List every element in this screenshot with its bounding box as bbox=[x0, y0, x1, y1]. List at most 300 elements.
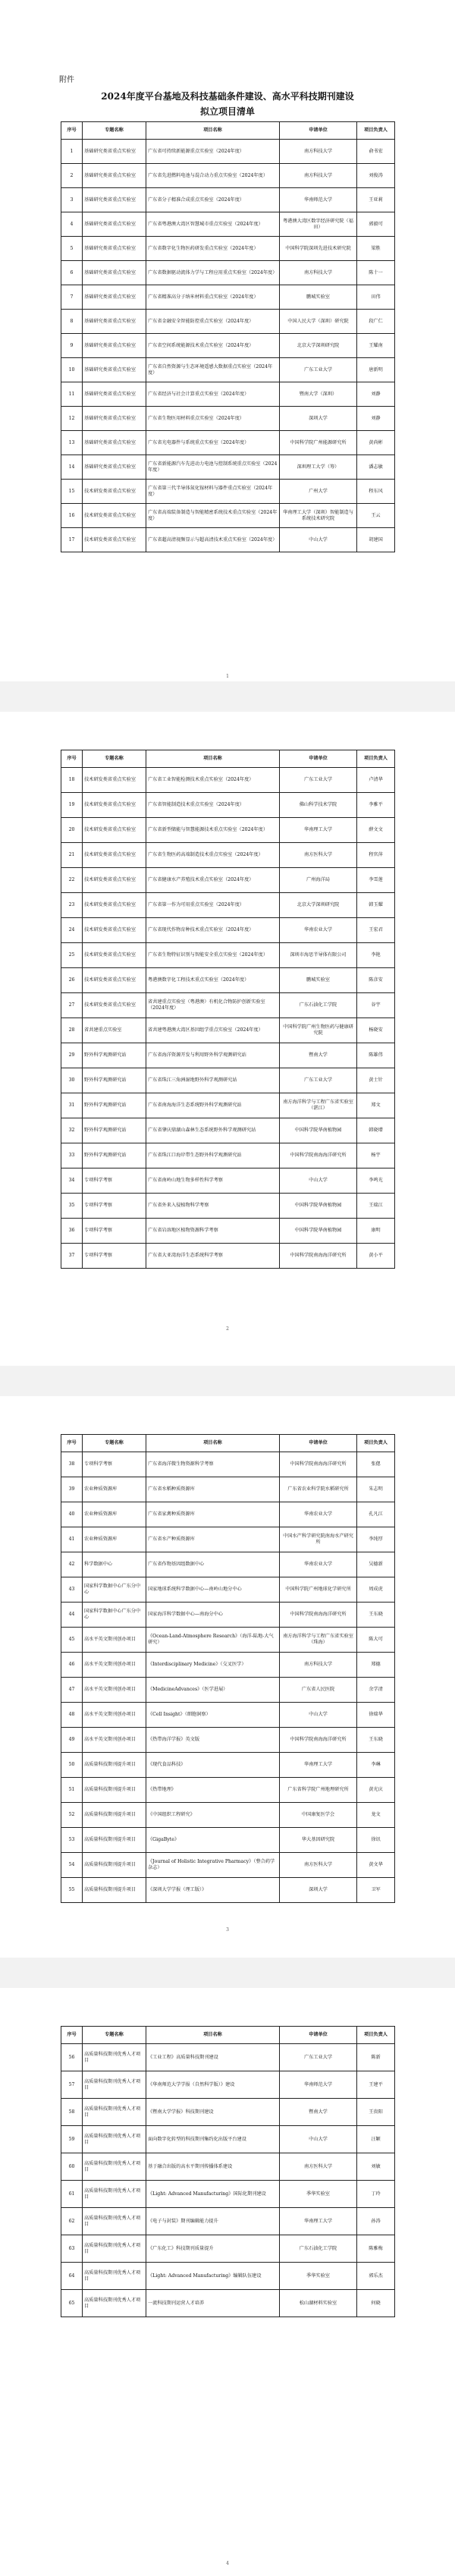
table-row bbox=[61, 1018, 395, 1043]
cell-no: 34 bbox=[61, 1168, 83, 1194]
cell-category: 技术研发类省重点实验室 bbox=[83, 868, 146, 893]
cell-project: 广东省分子精准合成重点实验室（2024年度） bbox=[146, 188, 280, 212]
cell-unit: 鹏城实验室 bbox=[280, 285, 357, 310]
cell-no: 58 bbox=[61, 2099, 83, 2126]
page-gap bbox=[0, 1366, 455, 1396]
cell-unit: 中国科学院华南植物园 bbox=[280, 1118, 357, 1143]
cell-category: 高质量科技期刊提升项目 bbox=[83, 1853, 146, 1878]
cell-no: 20 bbox=[61, 818, 83, 843]
cell-no: 50 bbox=[61, 1753, 83, 1778]
cell-leader: 张偲 bbox=[357, 1452, 395, 1477]
cell-no: 48 bbox=[61, 1703, 83, 1728]
cell-category: 技术研发类省重点实验室 bbox=[83, 993, 146, 1018]
cell-unit: 广东石油化工学院 bbox=[280, 2235, 357, 2263]
cell-leader: 王东晓 bbox=[357, 1603, 395, 1628]
cell-leader: 黄小平 bbox=[357, 1244, 395, 1269]
cell-category: 高水平英文期刊创办项目 bbox=[83, 1628, 146, 1653]
cell-project: 国家海洋科学数据中心—南海分中心 bbox=[146, 1603, 280, 1628]
cell-category: 科学数据中心 bbox=[83, 1552, 146, 1577]
cell-no: 10 bbox=[61, 358, 83, 382]
table-row bbox=[61, 1143, 395, 1168]
cell-category: 技术研发类省重点实验室 bbox=[83, 943, 146, 968]
cell-project: 广东省第三代半导体氮化镓材料与器件重点实验室（2024年度） bbox=[146, 480, 280, 504]
cell-project: 广东省数据驱动流体力学与工程应用重点实验室（2024年度） bbox=[146, 261, 280, 285]
cell-project: 基于融合出版的高水平期刊传播体系建设 bbox=[146, 2153, 280, 2181]
cell-category: 高水平英文期刊创办项目 bbox=[83, 1678, 146, 1703]
cell-unit: 中国人民大学（深圳）研究院 bbox=[280, 310, 357, 334]
page-3 bbox=[0, 1396, 455, 1958]
cell-project: 广东省精准高分子纳米材料重点实验室（2024年度） bbox=[146, 285, 280, 310]
cell-no: 41 bbox=[61, 1527, 83, 1552]
cell-unit: 中国康复医学会 bbox=[280, 1803, 357, 1828]
cell-unit: 暨南大学（深圳） bbox=[280, 382, 357, 407]
table-row bbox=[61, 504, 395, 528]
cell-category: 国家科学数据中心广东分中心 bbox=[83, 1603, 146, 1628]
cell-category: 野外科学观测研究站 bbox=[83, 1143, 146, 1168]
cell-unit: 南方医科大学 bbox=[280, 843, 357, 868]
cell-category: 国家科学数据中心广东分中心 bbox=[83, 1577, 146, 1603]
cell-no: 2 bbox=[61, 164, 83, 188]
table-row bbox=[61, 868, 395, 893]
page-number: 1 bbox=[226, 674, 229, 679]
cell-no: 16 bbox=[61, 504, 83, 528]
table-row bbox=[61, 334, 395, 358]
table-row bbox=[61, 1778, 395, 1803]
table-row bbox=[61, 2208, 395, 2235]
cell-project: 广东省健康水产养殖技术重点实验室（2024年度） bbox=[146, 868, 280, 893]
cell-no: 36 bbox=[61, 1219, 83, 1244]
cell-no: 52 bbox=[61, 1803, 83, 1828]
page-2 bbox=[0, 712, 455, 1366]
cell-project: 广东省工业智能检测技术重点实验室（2024年度） bbox=[146, 768, 280, 793]
page-number: 2 bbox=[226, 1326, 229, 1332]
cell-category: 高质量科技期刊优秀人才项目 bbox=[83, 2181, 146, 2208]
cell-category: 基础研究类省重点实验室 bbox=[83, 261, 146, 285]
cell-unit: 粤港澳大湾区数字经济研究院（福田） bbox=[280, 212, 357, 237]
cell-category: 高水平英文期刊创办项目 bbox=[83, 1703, 146, 1728]
cell-unit: 中国科学院南海海洋研究所 bbox=[280, 1603, 357, 1628]
cell-unit: 中国科学院华南植物园 bbox=[280, 1219, 357, 1244]
table-row bbox=[61, 1803, 395, 1828]
page-number: 3 bbox=[226, 1927, 229, 1933]
cell-unit: 中国科学院广州能源研究所 bbox=[280, 431, 357, 455]
cell-unit: 中国科学院广州地球化学研究所 bbox=[280, 1577, 357, 1603]
cell-category: 基础研究类省重点实验室 bbox=[83, 285, 146, 310]
cell-project: 广东省自然资源与生态环境遥感大数据重点实验室（2024年度） bbox=[146, 358, 280, 382]
cell-unit: 鹏城实验室 bbox=[280, 968, 357, 993]
cell-project: 《热带地理》 bbox=[146, 1778, 280, 1803]
table-row bbox=[61, 818, 395, 843]
cell-project: 广东省智能制造技术重点实验室（2024年度） bbox=[146, 793, 280, 818]
table-row bbox=[61, 2153, 395, 2181]
cell-category: 高质量科技期刊优秀人才项目 bbox=[83, 2126, 146, 2153]
table-row bbox=[61, 1603, 395, 1628]
cell-leader: 韩晓增 bbox=[357, 1118, 395, 1143]
cell-leader: 胡建国 bbox=[357, 528, 395, 552]
table-row bbox=[61, 1219, 395, 1244]
cell-leader: 余学清 bbox=[357, 1678, 395, 1703]
cell-no: 44 bbox=[61, 1603, 83, 1628]
cell-project: 《Light: Advanced Manufacturing》国际化期刊建设 bbox=[146, 2181, 280, 2208]
cell-leader: 杨晓安 bbox=[357, 1018, 395, 1043]
cell-category: 高质量科技期刊优秀人才项目 bbox=[83, 2235, 146, 2263]
cell-no: 4 bbox=[61, 212, 83, 237]
header-category: 专题名称 bbox=[83, 122, 146, 140]
table-row bbox=[61, 1552, 395, 1577]
cell-project: 广东省南海海洋生态系统野外科学观测研究站 bbox=[146, 1093, 280, 1118]
cell-category: 基础研究类省重点实验室 bbox=[83, 334, 146, 358]
cell-leader: 陈新 bbox=[357, 2044, 395, 2071]
cell-no: 7 bbox=[61, 285, 83, 310]
table-row bbox=[61, 1678, 395, 1703]
cell-no: 24 bbox=[61, 918, 83, 943]
cell-unit: 中国科学院南海海洋研究所 bbox=[280, 1728, 357, 1753]
cell-no: 3 bbox=[61, 188, 83, 212]
cell-unit: 华南理工大学（深圳）智能制造与系统技术研究院 bbox=[280, 504, 357, 528]
cell-category: 基础研究类省重点实验室 bbox=[83, 140, 146, 164]
table-row bbox=[61, 358, 395, 382]
cell-no: 65 bbox=[61, 2290, 83, 2317]
cell-unit: 暨南大学 bbox=[280, 2099, 357, 2126]
cell-unit: 南方科技大学 bbox=[280, 164, 357, 188]
table-row bbox=[61, 455, 395, 480]
table-header bbox=[61, 1435, 395, 1452]
table-row bbox=[61, 188, 395, 212]
cell-category: 高质量科技期刊优秀人才项目 bbox=[83, 2290, 146, 2317]
cell-no: 14 bbox=[61, 455, 83, 480]
cell-category: 农业种质资源库 bbox=[83, 1502, 146, 1527]
table-row bbox=[61, 2126, 395, 2153]
cell-project: 《Journal of Holistic Integrative Pharmacy》（整合药学杂志） bbox=[146, 1853, 280, 1878]
cell-project: 广东省金融安全智能防控重点实验室（2024年度） bbox=[146, 310, 280, 334]
header-leader: 项目负责人 bbox=[357, 2027, 395, 2044]
cell-no: 43 bbox=[61, 1577, 83, 1603]
cell-leader: 梁胜 bbox=[357, 237, 395, 261]
cell-project: 《GigaByte》 bbox=[146, 1828, 280, 1853]
table-row bbox=[61, 793, 395, 818]
cell-leader: 孔凡江 bbox=[357, 1502, 395, 1527]
cell-no: 59 bbox=[61, 2126, 83, 2153]
cell-leader: 刘静 bbox=[357, 382, 395, 407]
table-row bbox=[61, 893, 395, 918]
cell-leader: 郭乐杰 bbox=[357, 2263, 395, 2290]
cell-no: 56 bbox=[61, 2044, 83, 2071]
cell-leader: 黄士针 bbox=[357, 1068, 395, 1093]
table-row bbox=[61, 2263, 395, 2290]
cell-project: 《现代食品科技》 bbox=[146, 1753, 280, 1778]
cell-project: 广东省先进燃料电池与混合动力重点实验室（2024年度） bbox=[146, 164, 280, 188]
cell-leader: 程官萍 bbox=[357, 843, 395, 868]
cell-project: 省共建重点实验室（粤港澳）有机化合物防护创新实验室（2024年度） bbox=[146, 993, 280, 1018]
cell-project: 广东省生物医用材料重点实验室（2024年度） bbox=[146, 407, 280, 431]
cell-project: 省共建粤港澳大湾区基因组学重点实验室（2024年度） bbox=[146, 1018, 280, 1043]
cell-no: 45 bbox=[61, 1628, 83, 1653]
cell-category: 技术研发类省重点实验室 bbox=[83, 843, 146, 868]
cell-leader: 王亚莉 bbox=[357, 188, 395, 212]
cell-leader: 刘敏 bbox=[357, 2153, 395, 2181]
cell-project: 一流科技期刊运营人才培养 bbox=[146, 2290, 280, 2317]
cell-unit: 中国科学院南海海洋研究所 bbox=[280, 1143, 357, 1168]
cell-category: 省共建重点实验室 bbox=[83, 1018, 146, 1043]
cell-leader: 杨宇 bbox=[357, 1143, 395, 1168]
header-no: 序号 bbox=[61, 2027, 83, 2044]
cell-leader: 丁玲 bbox=[357, 2181, 395, 2208]
table-row bbox=[61, 1753, 395, 1778]
cell-unit: 中山大学 bbox=[280, 2126, 357, 2153]
cell-no: 22 bbox=[61, 868, 83, 893]
cell-project: 《电子与封装》期刊编辑能力提升 bbox=[146, 2208, 280, 2235]
cell-project: 广东省第一作为可用重点实验室（2024年度） bbox=[146, 893, 280, 918]
cell-project: 广东省南岭山地生物多样性科学考察 bbox=[146, 1168, 280, 1194]
cell-category: 专项科学考察 bbox=[83, 1452, 146, 1477]
cell-unit: 广东省农业科学院水稻研究所 bbox=[280, 1477, 357, 1502]
cell-category: 技术研发类省重点实验室 bbox=[83, 818, 146, 843]
cell-unit: 华南理工大学 bbox=[280, 818, 357, 843]
cell-leader: 俞书宏 bbox=[357, 140, 395, 164]
table-row bbox=[61, 407, 395, 431]
table-row bbox=[61, 843, 395, 868]
cell-category: 高质量科技期刊优秀人才项目 bbox=[83, 2208, 146, 2235]
cell-leader: 孙涛 bbox=[357, 2208, 395, 2235]
cell-unit: 华大基因研究院 bbox=[280, 1828, 357, 1853]
cell-category: 技术研发类省重点实验室 bbox=[83, 918, 146, 943]
cell-unit: 中国科学院南海海洋研究所 bbox=[280, 1244, 357, 1269]
cell-leader: 李纯厚 bbox=[357, 1527, 395, 1552]
project-table-page-3 bbox=[61, 1434, 395, 1903]
cell-project: 广东省新型储能与智慧能源技术重点实验室（2024年度） bbox=[146, 818, 280, 843]
cell-leader: 龙文 bbox=[357, 1803, 395, 1828]
cell-no: 61 bbox=[61, 2181, 83, 2208]
table-header bbox=[61, 2027, 395, 2044]
cell-project: 广东省海洋微生物资源科学考察 bbox=[146, 1452, 280, 1477]
cell-project: 广东省海洋资源开发与利用野外科学观测研究站 bbox=[146, 1043, 280, 1068]
cell-unit: 广东省科学院广州地理研究所 bbox=[280, 1778, 357, 1803]
cell-no: 64 bbox=[61, 2263, 83, 2290]
cell-project: 广东省外来入侵植物科学考察 bbox=[146, 1194, 280, 1219]
cell-leader: 吴德新 bbox=[357, 1552, 395, 1577]
header-project: 项目名称 bbox=[146, 1435, 280, 1452]
cell-no: 13 bbox=[61, 431, 83, 455]
cell-leader: 徐瑞华 bbox=[357, 1703, 395, 1728]
table-row bbox=[61, 1043, 395, 1068]
table-row bbox=[61, 237, 395, 261]
cell-leader: 陈大可 bbox=[357, 1628, 395, 1653]
cell-leader: 陈十一 bbox=[357, 261, 395, 285]
table-row bbox=[61, 140, 395, 164]
header-leader: 项目负责人 bbox=[357, 750, 395, 768]
cell-unit: 广州大学 bbox=[280, 480, 357, 504]
table-row bbox=[61, 528, 395, 552]
header-category: 专题名称 bbox=[83, 1435, 146, 1452]
cell-unit: 华南理工大学 bbox=[280, 1753, 357, 1778]
cell-unit: 华南农业大学 bbox=[280, 1552, 357, 1577]
cell-category: 技术研发类省重点实验室 bbox=[83, 768, 146, 793]
cell-unit: 中山大学 bbox=[280, 1168, 357, 1194]
cell-leader: 陈雅梅 bbox=[357, 2235, 395, 2263]
cell-category: 农业种质资源库 bbox=[83, 1477, 146, 1502]
cell-no: 18 bbox=[61, 768, 83, 793]
header-unit: 申请单位 bbox=[280, 750, 357, 768]
cell-no: 17 bbox=[61, 528, 83, 552]
cell-leader: 王贵阳 bbox=[357, 2099, 395, 2126]
table-row bbox=[61, 1477, 395, 1502]
cell-project: 《工业工程》高质量科技期刊建设 bbox=[146, 2044, 280, 2071]
table-row bbox=[61, 918, 395, 943]
cell-no: 42 bbox=[61, 1552, 83, 1577]
cell-no: 57 bbox=[61, 2071, 83, 2099]
cell-leader: 王宏君 bbox=[357, 918, 395, 943]
cell-unit: 广东工业大学 bbox=[280, 1068, 357, 1093]
table-row bbox=[61, 1653, 395, 1678]
document-subtitle: 拟立项目清单 bbox=[199, 106, 255, 117]
cell-category: 高质量科技期刊提升项目 bbox=[83, 1803, 146, 1828]
cell-category: 技术研发类省重点实验室 bbox=[83, 480, 146, 504]
header-no: 序号 bbox=[61, 122, 83, 140]
cell-leader: 韩玉耀 bbox=[357, 893, 395, 918]
header-project: 项目名称 bbox=[146, 2027, 280, 2044]
cell-leader: 刘俊涛 bbox=[357, 164, 395, 188]
cell-project: 《Light: Advanced Manufacturing》编辑队伍建设 bbox=[146, 2263, 280, 2290]
cell-unit: 华南师范大学 bbox=[280, 188, 357, 212]
cell-no: 23 bbox=[61, 893, 83, 918]
table-row bbox=[61, 943, 395, 968]
cell-unit: 南方医科大学 bbox=[280, 1853, 357, 1878]
cell-leader: 朱志明 bbox=[357, 1477, 395, 1502]
table-row bbox=[61, 1577, 395, 1603]
cell-leader: 王耀南 bbox=[357, 334, 395, 358]
cell-project: 广东省空间系统能源技术重点实验室（2024年度） bbox=[146, 334, 280, 358]
page-number: 4 bbox=[226, 2561, 229, 2566]
table-row bbox=[61, 261, 395, 285]
cell-category: 基础研究类省重点实验室 bbox=[83, 382, 146, 407]
table-row bbox=[61, 2099, 395, 2126]
table-row bbox=[61, 1093, 395, 1118]
cell-category: 专项科学考察 bbox=[83, 1194, 146, 1219]
document-title: 2024年度平台基地及科技基础条件建设、高水平科技期刊建设 bbox=[101, 91, 354, 102]
cell-leader: 周成虎 bbox=[357, 1577, 395, 1603]
cell-no: 12 bbox=[61, 407, 83, 431]
cell-category: 专项科学考察 bbox=[83, 1168, 146, 1194]
cell-category: 高质量科技期刊提升项目 bbox=[83, 1878, 146, 1903]
cell-category: 高水平英文期刊创办项目 bbox=[83, 1653, 146, 1678]
cell-no: 21 bbox=[61, 843, 83, 868]
header-unit: 申请单位 bbox=[280, 122, 357, 140]
cell-unit: 北京大学深圳研究院 bbox=[280, 893, 357, 918]
cell-no: 27 bbox=[61, 993, 83, 1018]
cell-project: 广东省珠江口海岸带生态野外科学观测研究站 bbox=[146, 1143, 280, 1168]
table-row bbox=[61, 2235, 395, 2263]
cell-unit: 南方科技大学 bbox=[280, 140, 357, 164]
table-row bbox=[61, 1118, 395, 1143]
cell-leader: 谷宇 bbox=[357, 993, 395, 1018]
table-header bbox=[61, 122, 395, 140]
cell-unit: 季华实验室 bbox=[280, 2181, 357, 2208]
table-row bbox=[61, 431, 395, 455]
cell-unit: 佛山科学技术学院 bbox=[280, 793, 357, 818]
cell-project: 广东省可持续新能源重点实验室（2024年度） bbox=[146, 140, 280, 164]
cell-no: 63 bbox=[61, 2235, 83, 2263]
table-header bbox=[61, 750, 395, 768]
cell-no: 54 bbox=[61, 1853, 83, 1878]
cell-category: 基础研究类省重点实验室 bbox=[83, 358, 146, 382]
cell-unit: 华南农业大学 bbox=[280, 918, 357, 943]
cell-no: 47 bbox=[61, 1678, 83, 1703]
table-row bbox=[61, 1878, 395, 1903]
cell-category: 基础研究类省重点实验室 bbox=[83, 407, 146, 431]
table-row bbox=[61, 1828, 395, 1853]
cell-category: 高质量科技期刊优秀人才项目 bbox=[83, 2263, 146, 2290]
cell-unit: 中国水产科学研究院南海水产研究所 bbox=[280, 1527, 357, 1552]
header-no: 序号 bbox=[61, 750, 83, 768]
cell-project: 《Ocean-Land-Atmosphere Research》（海洋-陆地-大气研究） bbox=[146, 1628, 280, 1653]
table-row bbox=[61, 1452, 395, 1477]
cell-category: 技术研发类省重点实验室 bbox=[83, 793, 146, 818]
table-row bbox=[61, 164, 395, 188]
cell-category: 高质量科技期刊优秀人才项目 bbox=[83, 2071, 146, 2099]
cell-project: 广东省粤港澳大湾区智慧城市重点实验室（2024年度） bbox=[146, 212, 280, 237]
cell-project: 广东省高端装备制造与智能精密系统技术重点实验室（2024年度） bbox=[146, 504, 280, 528]
cell-project: 广东省水产种质资源库 bbox=[146, 1527, 280, 1552]
cell-project: 广东省肇庆鼎湖山森林生态系统野外科学观测研究站 bbox=[146, 1118, 280, 1143]
cell-category: 高质量科技期刊提升项目 bbox=[83, 1778, 146, 1803]
cell-leader: 薛文文 bbox=[357, 818, 395, 843]
cell-project: 《华南师范大学学报（自然科学版）》建设 bbox=[146, 2071, 280, 2099]
project-table-page-4 bbox=[61, 2026, 395, 2317]
cell-category: 基础研究类省重点实验室 bbox=[83, 455, 146, 480]
cell-no: 8 bbox=[61, 310, 83, 334]
cell-project: 《广东化工》科技期刊质量提升 bbox=[146, 2235, 280, 2263]
cell-unit: 深圳大学 bbox=[280, 1878, 357, 1903]
table-row bbox=[61, 2290, 395, 2317]
cell-no: 51 bbox=[61, 1778, 83, 1803]
header-project: 项目名称 bbox=[146, 750, 280, 768]
table-row bbox=[61, 480, 395, 504]
cell-unit: 华南理工大学 bbox=[280, 2208, 357, 2235]
cell-leader: 郑文 bbox=[357, 1093, 395, 1118]
cell-leader: 何晓 bbox=[357, 2290, 395, 2317]
cell-category: 野外科学观测研究站 bbox=[83, 1068, 146, 1093]
cell-project: 《中国组织工程研究》 bbox=[146, 1803, 280, 1828]
header-leader: 项目负责人 bbox=[357, 1435, 395, 1452]
cell-project: 广东省生物特征识别与智能安全重点实验室（2024年度） bbox=[146, 943, 280, 968]
cell-no: 5 bbox=[61, 237, 83, 261]
cell-no: 9 bbox=[61, 334, 83, 358]
cell-leader: 徐讯 bbox=[357, 1828, 395, 1853]
cell-no: 11 bbox=[61, 382, 83, 407]
table-row bbox=[61, 1068, 395, 1093]
cell-no: 31 bbox=[61, 1093, 83, 1118]
table-row bbox=[61, 1168, 395, 1194]
table-row bbox=[61, 2044, 395, 2071]
cell-category: 基础研究类省重点实验室 bbox=[83, 164, 146, 188]
cell-project: 《热带海洋学报》英文版 bbox=[146, 1728, 280, 1753]
cell-project: 广东省光电器件与系统重点实验室（2024年度） bbox=[146, 431, 280, 455]
header-no: 序号 bbox=[61, 1435, 83, 1452]
cell-leader: 黄光庆 bbox=[357, 1778, 395, 1803]
cell-unit: 华南农业大学 bbox=[280, 1502, 357, 1527]
cell-unit: 广州海洋局 bbox=[280, 868, 357, 893]
cell-category: 技术研发类省重点实验室 bbox=[83, 968, 146, 993]
cell-no: 28 bbox=[61, 1018, 83, 1043]
cell-leader: 潘志敏 bbox=[357, 455, 395, 480]
cell-leader: 郑德 bbox=[357, 1653, 395, 1678]
cell-leader: 卢清华 bbox=[357, 768, 395, 793]
cell-project: 广东省数字化生物医药研发重点实验室（2024年度） bbox=[146, 237, 280, 261]
cell-no: 62 bbox=[61, 2208, 83, 2235]
cell-project: 《深圳大学学报（理工版）》 bbox=[146, 1878, 280, 1903]
cell-leader: 王云 bbox=[357, 504, 395, 528]
cell-category: 技术研发类省重点实验室 bbox=[83, 893, 146, 918]
